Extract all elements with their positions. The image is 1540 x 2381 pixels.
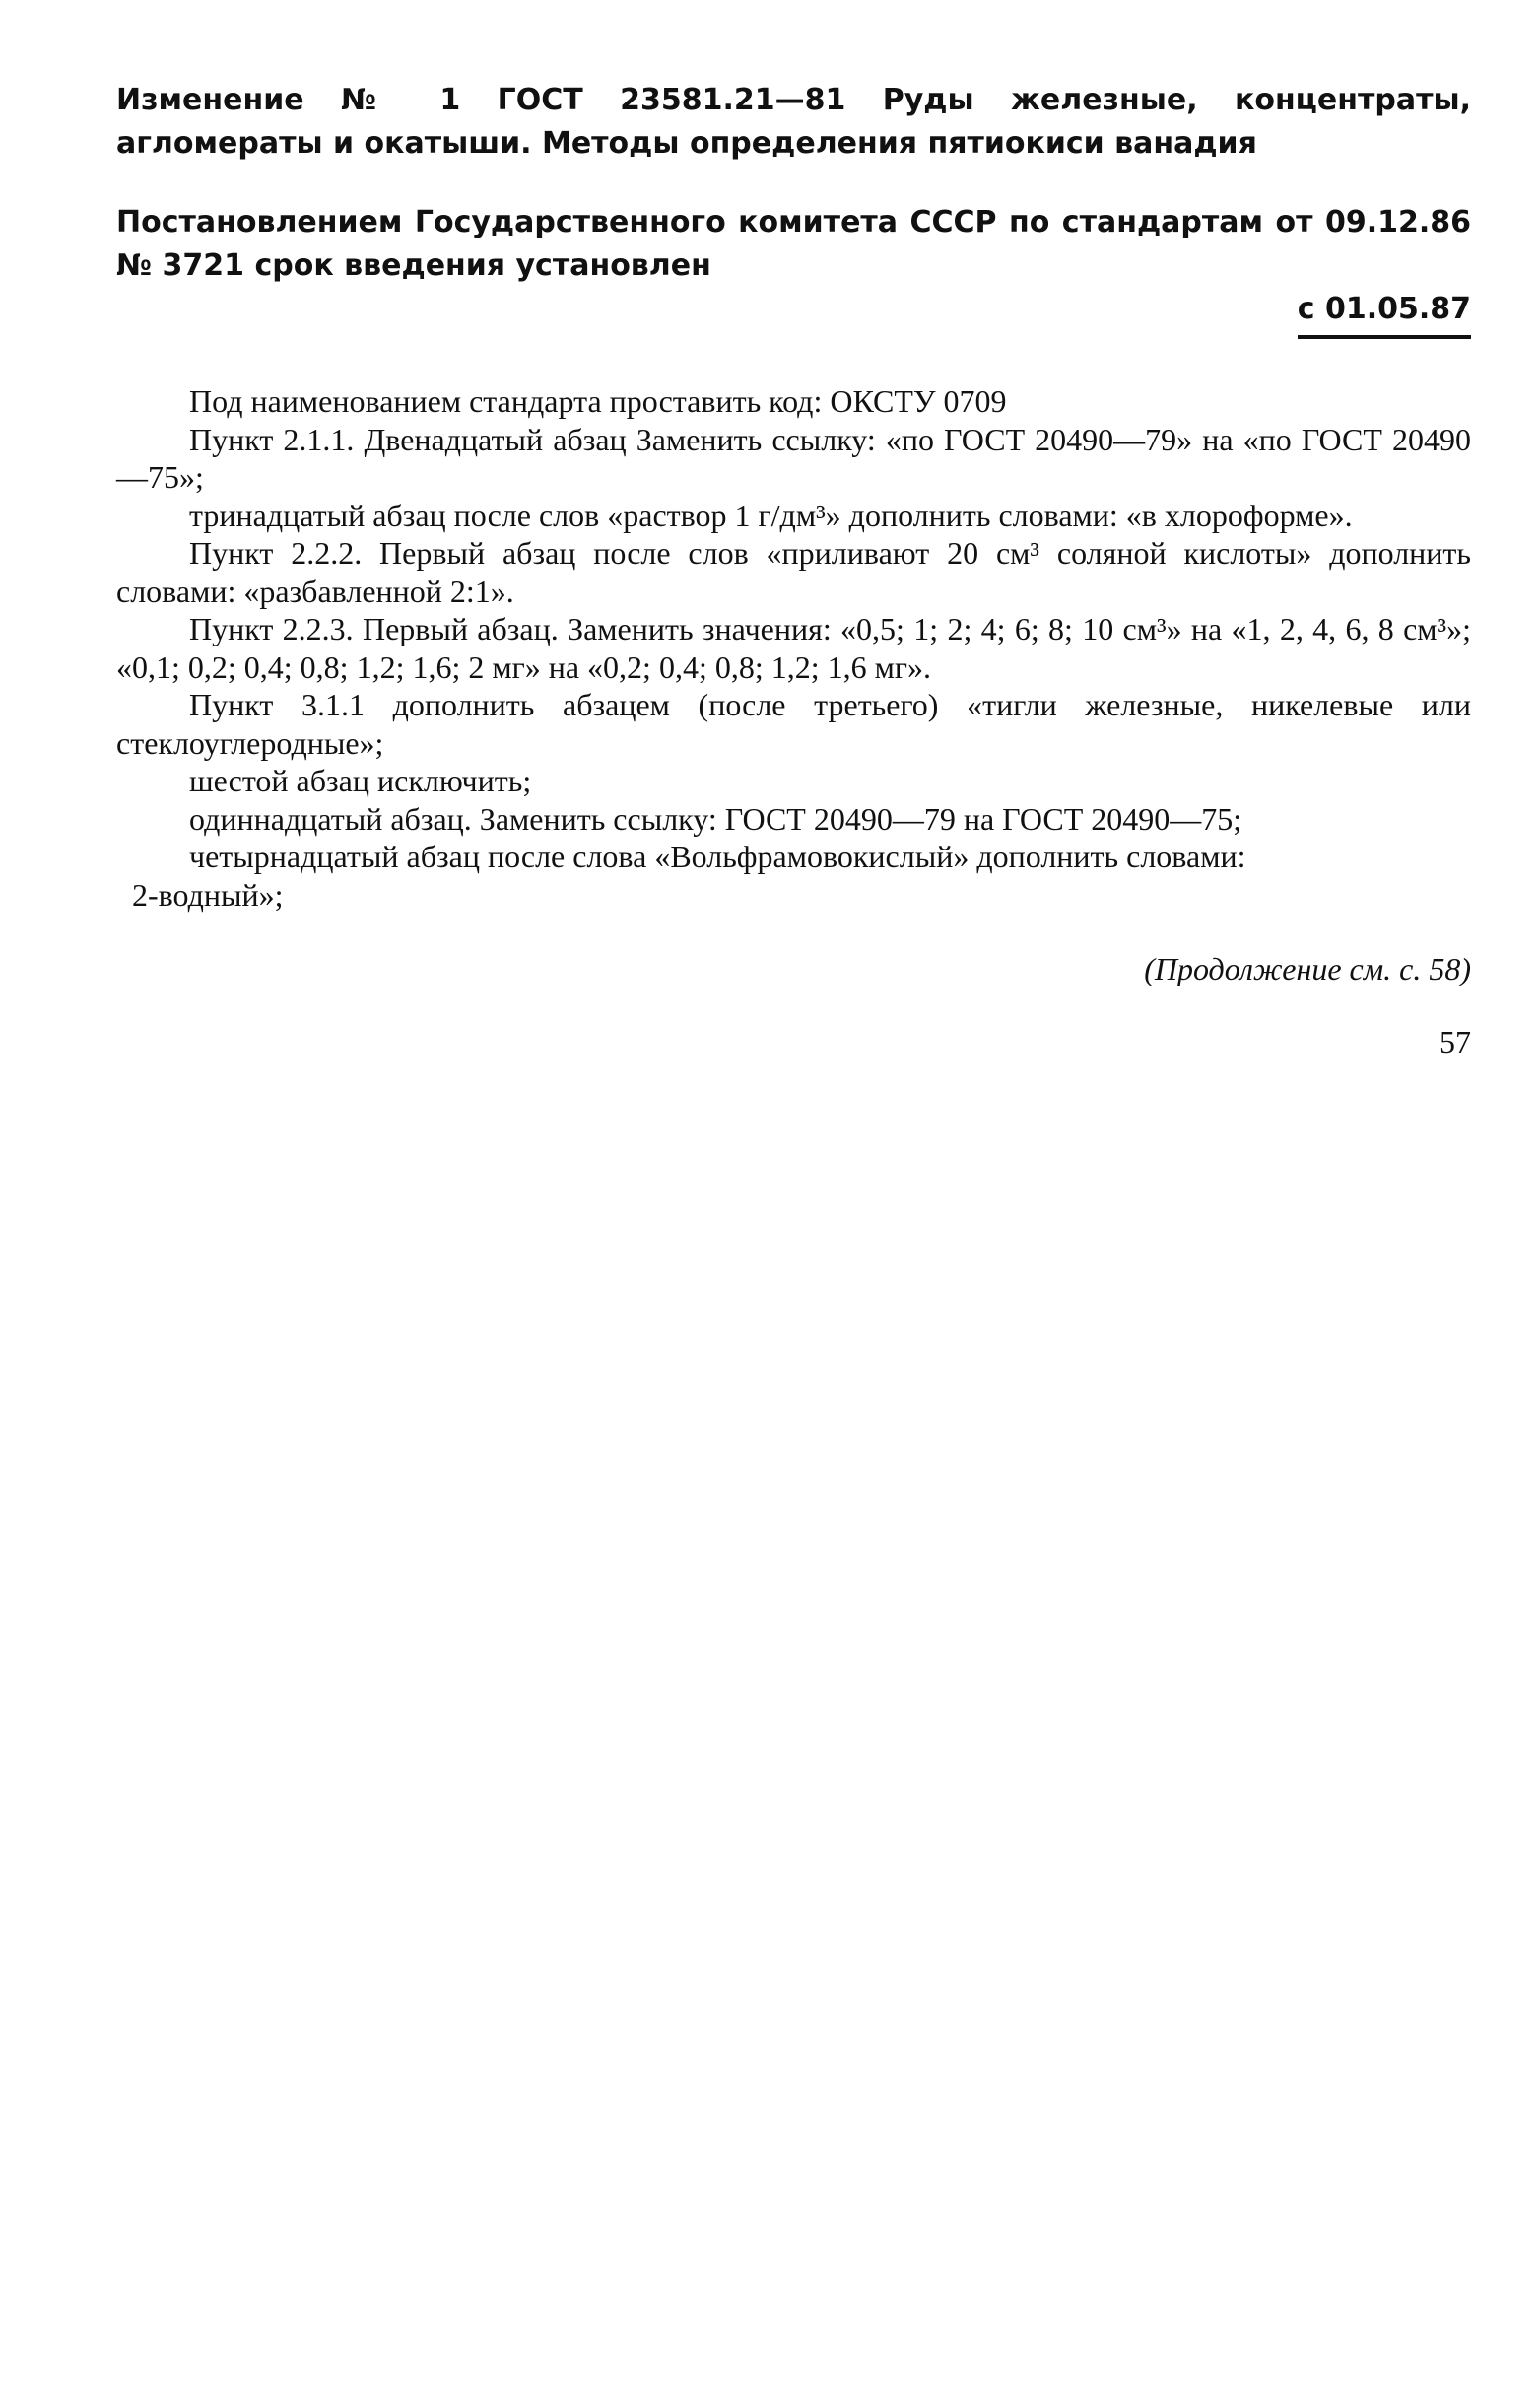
amendment-body — [116, 382, 1471, 914]
paragraph-2-2-2: Пункт 2.2.2. Первый абзац после слов «приливают 20 см³ соляной кислоты» дополнить словами: «разбавленной 2:1». — [116, 535, 1471, 609]
page-number: 57 — [1440, 1024, 1471, 1059]
decree-statement: Постановлением Государственного комитета СССР по стандартам от 09.12.86 № 3721 срок введения установлен — [116, 205, 1471, 283]
document-page — [116, 79, 1471, 1061]
paragraph-3-1-1-fourteenth-cont: 2-водный»; — [132, 876, 284, 913]
paragraph-2-1-1-cont: тринадцатый абзац после слов «раствор 1 г/дм³» дополнить словами: «в хлороформе». — [189, 497, 1353, 533]
paragraph-3-1-1-fourteenth: четырнадцатый абзац после слова «Вольфрамовокислый» дополнить словами: — [189, 839, 1246, 874]
effective-date: с 01.05.87 — [1298, 288, 1471, 339]
paragraph-2-2-3: Пункт 2.2.3. Первый абзац. Заменить значения: «0,5; 1; 2; 4; 6; 8; 10 см³» на «1, 2, 4, 6, 8 см³»; «0,1; 0,2; 0,4; 0,8; 1,2; 1,6; 2 мг» на «0,2; 0,4; 0,8; 1,2; 1,6 мг». — [116, 611, 1471, 685]
continuation-note: (Продолжение см. с. 58) — [1144, 951, 1471, 986]
effective-date-line — [116, 288, 1471, 339]
paragraph-3-1-1-sixth: шестой абзац исключить; — [189, 763, 532, 798]
paragraph-code: Под наименованием стандарта проставить код: ОКСТУ 0709 — [189, 383, 1007, 419]
document-header — [116, 79, 1471, 288]
amendment-title: Изменение № 1 ГОСТ 23581.21—81 Руды железные, концентраты, агломераты и окатыши. Методы определения пятиокиси ванадия — [116, 83, 1471, 161]
paragraph-3-1-1-eleventh: одиннадцатый абзац. Заменить ссылку: ГОСТ 20490—79 на ГОСТ 20490—75; — [189, 800, 1242, 837]
paragraph-2-1-1: Пункт 2.1.1. Двенадцатый абзац Заменить ссылку: «по ГОСТ 20490—79» на «по ГОСТ 20490—75»; — [116, 421, 1471, 495]
paragraph-3-1-1: Пункт 3.1.1 дополнить абзацем (после третьего) «тигли железные, никелевые или стеклоуглеродные»; — [116, 687, 1471, 761]
